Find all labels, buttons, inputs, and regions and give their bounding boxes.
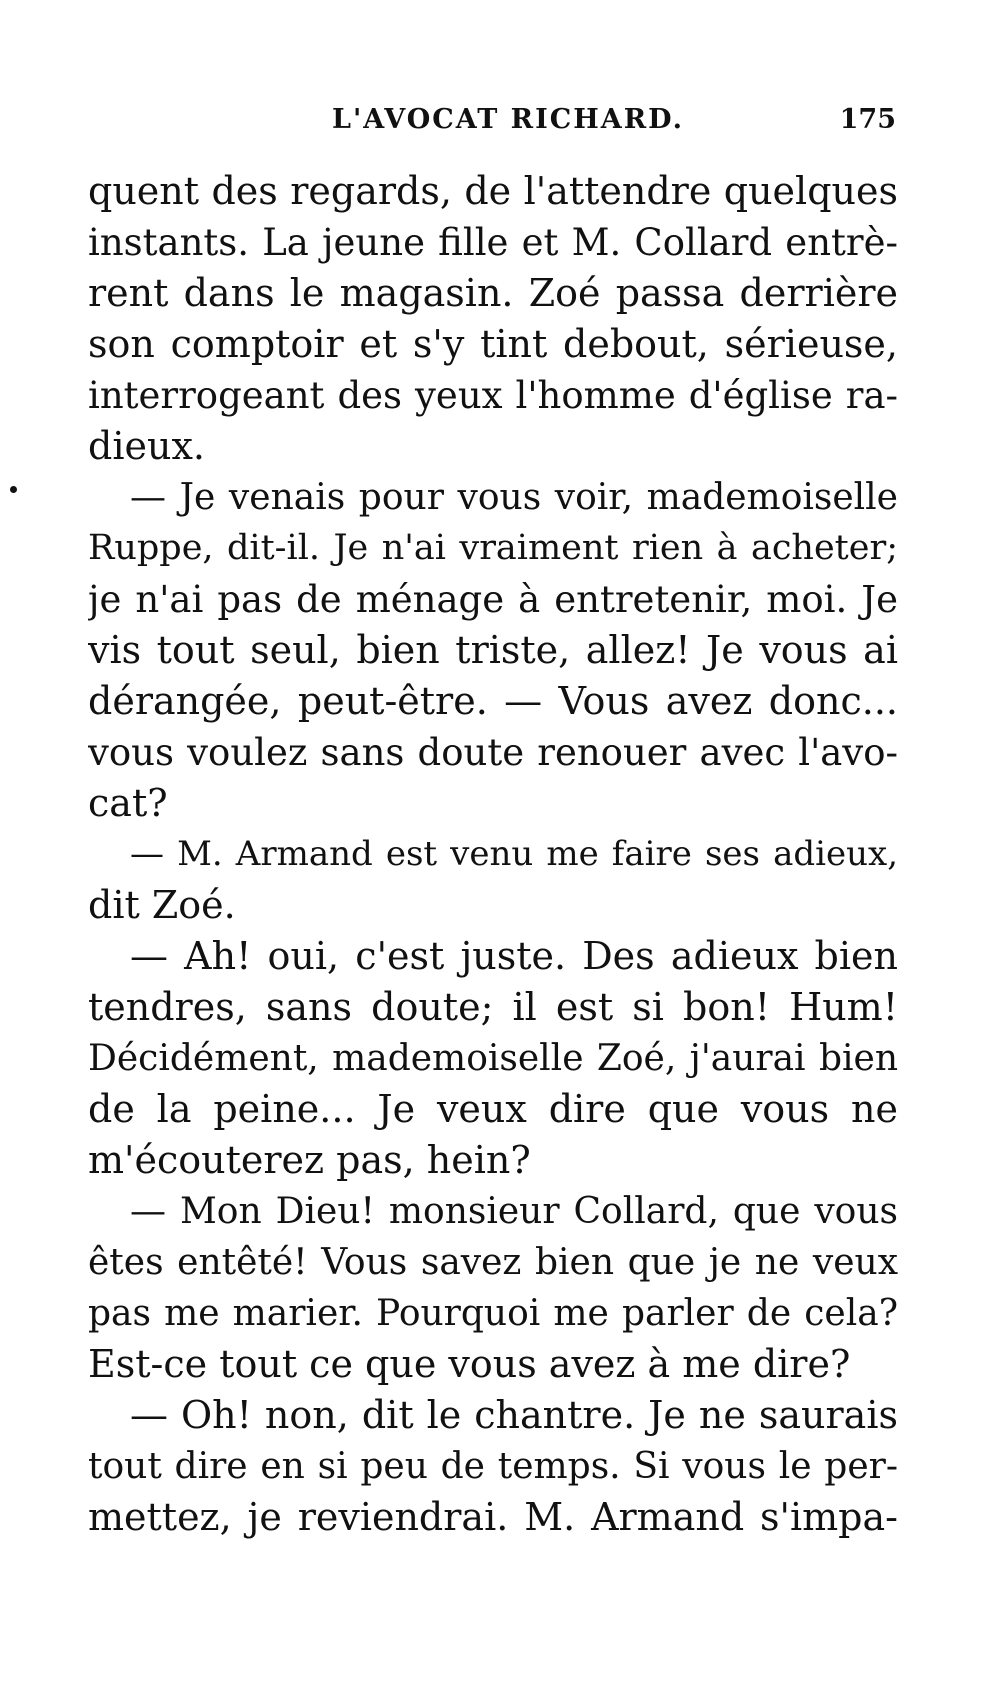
text-line: Décidément, mademoiselle Zoé, j'aurai bien [88, 1038, 898, 1079]
text-line: interrogeant des yeux l'homme d'église ra- [88, 374, 898, 417]
text-line: — Mon Dieu! monsieur Collard, que vous [130, 1191, 898, 1232]
text-line: Est-ce tout ce que vous avez à me dire? [88, 1342, 851, 1386]
text-line: tout dire en si peu de temps. Si vous le per- [88, 1446, 898, 1487]
text-line: — Ah! oui, c'est juste. Des adieux bien [130, 934, 898, 978]
text-line: — M. Armand est venu me faire ses adieux, [130, 834, 898, 874]
text-line: m'écouterez pas, hein? [88, 1138, 531, 1182]
text-line: — Oh! non, dit le chantre. Je ne saurais [130, 1393, 898, 1437]
text-line: dérangée, peut-être. — Vous avez donc... [88, 679, 898, 723]
text-line: tendres, sans doute; il est si bon! Hum! [88, 985, 898, 1029]
body-text [88, 166, 898, 1543]
text-line: vis tout seul, bien triste, allez! Je vous ai [88, 628, 898, 672]
ink-speck [10, 486, 17, 493]
text-line: quent des regards, de l'attendre quelques [88, 169, 898, 213]
text-line: Ruppe, dit-il. Je n'ai vraiment rien à acheter; [88, 528, 898, 568]
text-line: je n'ai pas de ménage à entretenir, moi. Je [88, 578, 898, 621]
text-line: son comptoir et s'y tint debout, sérieuse, [88, 322, 898, 366]
page-number: 175 [839, 104, 896, 135]
text-line: vous voulez sans doute renouer avec l'avo- [88, 731, 898, 774]
text-line: — Je venais pour vous voir, mademoiselle [130, 477, 898, 518]
running-title: L'AVOCAT RICHARD. [332, 104, 684, 135]
text-line: de la peine... Je veux dire que vous ne [88, 1087, 898, 1131]
text-line: cat? [88, 781, 168, 825]
text-line: êtes entêté! Vous savez bien que je ne veux [88, 1242, 898, 1283]
running-header [88, 100, 898, 140]
text-line: dit Zoé. [88, 883, 236, 927]
text-line: rent dans le magasin. Zoé passa derrière [88, 271, 898, 315]
text-line: pas me marier. Pourquoi me parler de cela? [88, 1293, 898, 1334]
text-line: instants. La jeune fille et M. Collard entrè- [88, 221, 898, 264]
text-line: mettez, je reviendrai. M. Armand s'impa- [88, 1495, 898, 1539]
text-line: dieux. [88, 424, 205, 468]
